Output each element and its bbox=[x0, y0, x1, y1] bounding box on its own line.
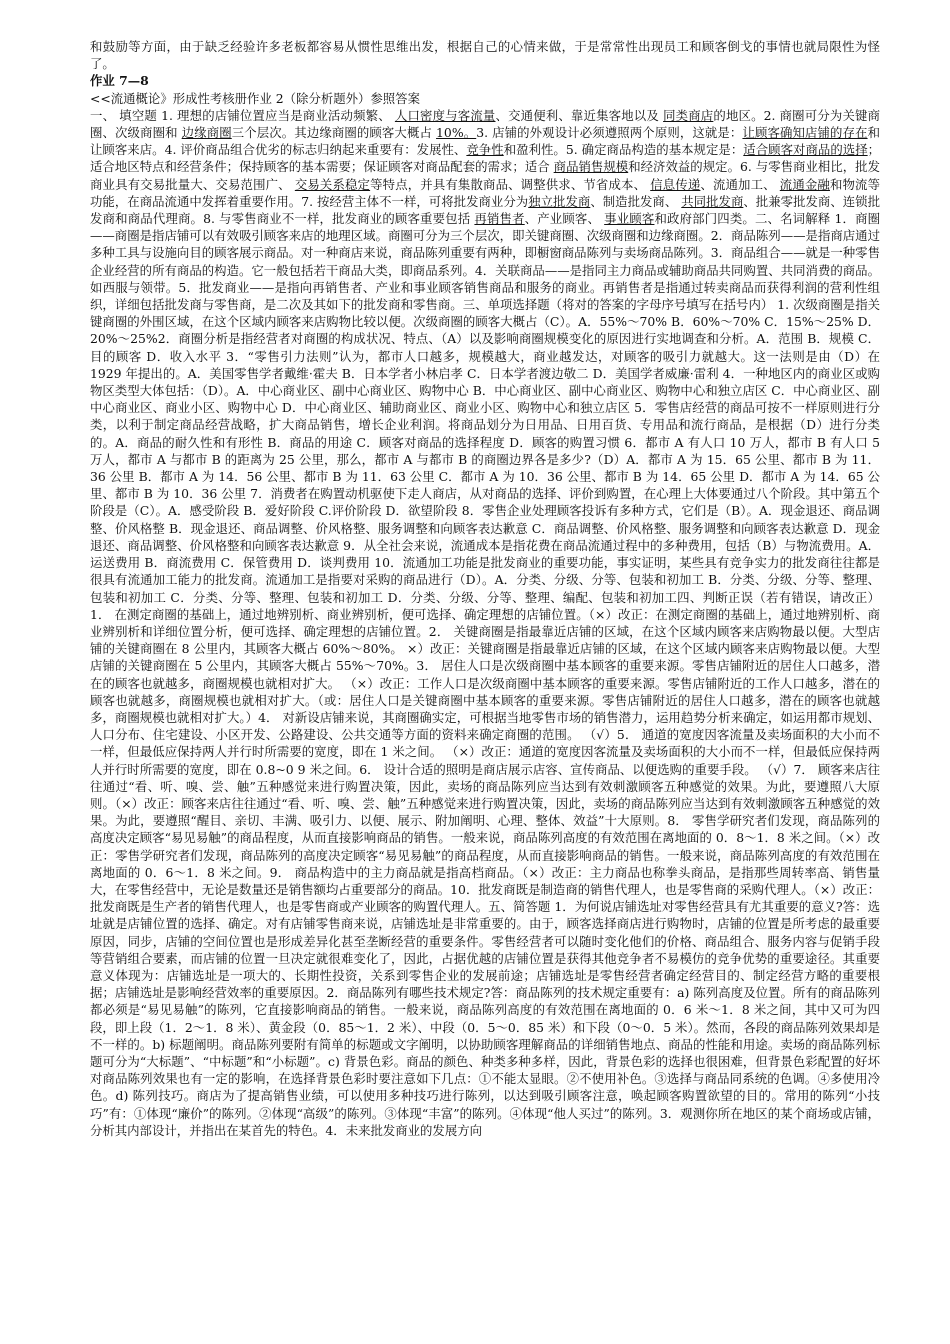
text-run: 等特点，并具有集散商品、调整供求、节省成本、 bbox=[370, 176, 651, 192]
short-answer: 五、简答题 1．为何说店铺选址对零售经营具有尤其重要的意义?答：选址就是店铺位置的选择、确定。对有店铺零售商来说，店铺选址是非常重要的。由于，顾客选择商店进行购物时，店铺的位置是所考虑的最重要原因，同步，店铺的空间位置也是形成差异化甚至垄断经营的重要条件。零售经营者可以随时变化他们的价格、商品组合、服务内容与促销手段等营销组合要素，而店铺的位置一旦决定就很难变化了，因此，占据优越的店铺位置是获得其他竞争者不易模仿的竞争优势的重要途径。其重要意义体现为：店铺选址是一项大的、长期性投资，关系到零售企业的发展前途；店铺选址是零售经营者确定经营目的、制定经营方略的重要根据；店铺选址是影响经营效率的重要原因。2．商品陈列有哪些技术规定?答：商品陈列的技术规定重要有：a) 陈列高度及位置。所有的商品陈列都必须是“易见易触”的陈列，它直接影响商品的销售。一般来说，商品陈列高度的有效范围在离地面的 0．6 米～1．8 米之间，其中又可为四段，即上段（1．2～1．8 米）、黄金段（0．85～1．2 米）、中段（0．5～0．85 米）和下段（0～0．5 米）。然而，各段的商品陈列效果却是不一样的。b) 标题阐明。商品陈列要附有简单的标题或文字阐明，以协助顾客理解商品的详细销售地点、商品的性能和用途。卖场的商品陈列标题可分为“大标题”、“中标题”和“小标题”。c) 背景色彩。商品的颜色、种类多种多样，因此，背景色彩的选择也很困难，但背景色彩配置的好坏对商品陈列效果也有一定的影响，在选择背景色彩时要注意如下几点：①不能太显眼。②不使用补色。③选择与商品同系统的色调。④多使用冷色。d) 陈列技巧。商店为了提高销售业绩，可以使用多种技巧进行陈列，以达到吸引顾客注意，唤起顾客购置欲望的目的。常用的陈列“小技巧”有：①体现“廉价”的陈列。②体现“高级”的陈列。③体现“丰富”的陈列。④体现“他人买过”的陈列。3．观测你所在地区的某个商场或店铺，分析其内部设计，并指出在某首先的特色。4．未来批发商业的发展方向 bbox=[90, 899, 880, 1138]
text-run: 、批兼零批发商、连锁批发商和商品代理商。8. 与零售商业不一样，批发商业的顾客重要包括 bbox=[90, 193, 880, 227]
text-run: ；适合地区特点和经营条件；保持顾客的基本需要；保证顾客对商品配套的需求；适合 bbox=[90, 142, 881, 175]
answer-underlined: 信息传递 bbox=[650, 176, 701, 192]
answer-underlined: 商品销售规模 bbox=[553, 159, 629, 175]
answer-underlined: 适合顾客对商品的选择 bbox=[743, 142, 868, 158]
answer-underlined: 事业顾客 bbox=[604, 211, 655, 227]
text-run: 3. 店铺的外观设计必须遵照两个原则，这就是： bbox=[476, 125, 743, 141]
text-run: 和物流等功能，在商品流通中发挥着重要作用。7. 按经营主体不一样，可将批发商业分为 bbox=[90, 176, 880, 209]
text-run: 和经济效益的规定。6. 与零售商业相比，批发商业具有交易批量大、交易范围广、 bbox=[90, 159, 880, 192]
answer-underlined: 流通金融 bbox=[779, 176, 830, 192]
answer-underlined: 独立批发商 bbox=[528, 193, 591, 209]
answer-underlined: 让顾客确知店铺的存在 bbox=[742, 125, 868, 141]
answer-underlined: 再销售者 bbox=[474, 211, 525, 227]
term-definitions: 二、名词解释 1．商圈——商圈是指店铺可以有效吸引顾客来店的地理区域。商圈可分为三个层次，即关键商圈、次级商圈和边缘商圈。2．商品陈列——是指商店通过多种工具与设施向目的顾客展示商品。对一种商店来说，商品陈列重要有两种，即橱窗商品陈列与卖场商品陈列。3．商品组合——就是一种零售企业经营的所有商品的构造。它一般包括若干商品大类，即商品系列。4．关联商品——是指同主力商品或辅助商品共同购置、共同消费的商品。如西服与领带。5．批发商业——是指向再销售者、产业和事业顾客销售商品和服务的商业。再销售者是指通过转卖商品而获得利润的营利性组织，详细包括批发商与零售商，是二次及其如下的批发商和零售商。 bbox=[90, 211, 881, 313]
text-run: 三个层次。其边缘商圈的顾客大概占 bbox=[231, 125, 437, 141]
intro-paragraph: 和鼓励等方面，由于缺乏经验许多老板都容易从惯性思维出发，根据自己的心情来做，于是常常性出现员工和顾客倒戈的事情也就局限性为怪了。 bbox=[90, 39, 880, 72]
multiple-choice: 三、单项选择题（将对的答案的字母序号填写在括号内） 1. 次级商圈是指关键商圈的外围区域，在这个区域内顾客来店购物比较以便。次级商圈的顾客大概占（C）。A．55%～70% B．60%～70% C．15%～25% D．20%～25%2．商圈分析是指经营者对商圈的构成状况、特点、（A）以及影响商圈规模变化的原因进行实地调查和分析。A．范围 B．规模 C．目的顾客 D．收入水平 3．“零售引力法则”认为，都市人口越多，规模越大，商业越发达，对顾客的吸引力就越大。这一法则是由（D）在 1929 年提出的。A．美国零售学者戴维·霍夫 B．日本学者小林启孝 C．日本学者渡边敬二 D．美国学者威廉·雷利 4．一种地区内的商业区或购物区类型大体包括：（D）。A．中心商业区、副中心商业区、购物中心 B．中心商业区、副中心商业区、购物中心和独立店区 C．中心商业区、副中心商业区、商业小区、购物中心 D．中心商业区、辅助商业区、商业小区、购物中心和独立店区 5．零售店经营的商品可按不一样原则进行分类，以利于制定商品经营战略，扩大商品销售，增长企业利润。将商品划分为日用品、日用百货、专用品和流行商品，是根据（D）进行分类的。A．商品的耐久性和有形性 B．商品的用途 C．顾客对商品的选择程度 D．顾客的购置习惯 6．都市 A 有人口 10 万人，都市 B 有人口 5 万人，都市 A 与都市 B 的距离为 25 公里，那么，都市 A 与都市 B 的商圈边界各是多少?（D）A．都市 A 为 15．65 公里、都市 B 为 11．36 公里 B．都市 A 为 14．56 公里、都市 B 为 11．63 公里 C．都市 A 为 10．36 公里、都市 B 为 14．65 公里 D．都市 A 为 14．65 公里、都市 B 为 10．36 公里 7．消费者在购置动机驱使下走人商店，从对商品的选择、评价到购置，在心理上大体要通过八个阶段。其中第五个阶段是（C）。A．感受阶段 B．爱好阶段 C.评价阶段 D．欲望阶段 8．零售企业处理顾客投诉有多种方式，它们是（B）。A．现金退还、商品调整、价风格整 B．现金退还、商品调整、价风格整、服务调整和向顾客表达歉意 C．商品调整、价风格整、服务调整和向顾客表达歉意 D．现金退还、商品调整、价风格整和向顾客表达歉意 9．从全社会来说，流通成本是指花费在商品流通过程中的多种费用，包括（B）与物流费用。A．运送费用 B．商流费用 C．保管费用 D．谈判费用 10．流通加工功能是批发商业的重要功能，事实证明，某些具有竞争实力的批发商往往都是很具有流通加工能力的批发商。流通加工是指要对采购的商品进行（D）。A．分类、分级、分等、包装和初加工 B．分类、分级、分等、整理、包装和初加工 C．分类、分等、整理、包装和初加工 D．分类、分级、分等、整理、编配、包装和初加工 bbox=[90, 297, 881, 605]
answer-underlined: 共同批发商 bbox=[681, 193, 744, 209]
text-run: 和政府部门四类。 bbox=[654, 211, 755, 227]
text-run: 、流通加工、 bbox=[700, 176, 780, 192]
answer-underlined: 竞争性 bbox=[466, 142, 504, 158]
answer-underlined: 同类商店 bbox=[663, 107, 714, 123]
text-run: 、交通便利、靠近集客地以及 bbox=[495, 107, 664, 123]
answer-subtitle: <<流通概论》形成性考核册作业 2（除分析题外）参照答案 bbox=[90, 90, 420, 106]
fill-in-section bbox=[90, 107, 880, 1139]
answer-underlined: 交易关系稳定 bbox=[294, 176, 371, 192]
answer-underlined: 10%。 bbox=[436, 125, 477, 141]
answer-underlined: 人口密度与客流量 bbox=[394, 107, 496, 123]
text-run: 、产业顾客、 bbox=[524, 211, 605, 227]
text-run: 一、 填空题 1. 理想的店铺位置应当是商业活动频繁、 bbox=[90, 107, 395, 123]
text-run: 和让顾客来店。4. 评价商品组合优劣的标志归纳起来重要有：发展性、 bbox=[90, 125, 880, 158]
text-run: 和盈利性。5. 确定商品构造的基本规定是： bbox=[503, 142, 744, 158]
assignment-heading: 作业 7—8 bbox=[90, 73, 149, 89]
text-run: 、制造批发商、 bbox=[590, 193, 682, 209]
text-run: 的地区。2. 商圈可分为关键商圈、次级商圈和 bbox=[90, 107, 881, 141]
true-false: 四、判断正误（若有错误，请改正）1． 在测定商圈的基础上，通过地辨别析、商业辨别析，便可选择、确定理想的店铺位置。（×）改正：在测定商圈的基础上，通过地辨别析、商业辨别析和详细位置分析，便可选择、确定理想的店铺位置。2． 关键商圈是指最靠近店铺的区域，在这个区域内顾客来店购物最以便。大型店铺的关键商圈在 8 公里内，其顾客大概占 60%～80%。 ×）改正：关键商圈是指最靠近店铺的区域，在这个区域内顾客来店购物最以便。大型店铺的关键商圈在 5 公里内，其顾客大概占 55%～70%。3． 居住人口是次级商圈中基本顾客的重要来源。零售店铺附近的居住人口越多，潜在的顾客也就越多，商圈规模也就相对扩大。 （×）改正：工作人口是次级商圈中基本顾客的重要来源。零售店铺附近的工作人口越多，潜在的顾客也就越多，商圈规模也就相对扩大。（或：居住人口是关键商圈中基本顾客的重要来源。零售店铺附近的居住人口越多，潜在的顾客也就越多，商圈规模也就相对扩大。）4． 对新设店铺来说，其商圈确实定，可根据当地零售市场的销售潜力，运用趋势分析来确定，如运用都市规划、人口分布、住宅建设、小区开发、公路建设、公共交通等方面的资料来确定商圈的范围。 （√）5． 通道的宽度因客流量及卖场面积的大小而不一样，但最低应保持两人并行时所需要的宽度，即在 1 米之间。 （×）改正：通道的宽度因客流量及卖场面积的大小而不一样，但最低应保持两人并行时所需要的宽度，即在 0.8~0 9 米之间。6． 设计合适的照明是商店展示店容、宣传商品、以便选购的重要手段。 （√）7． 顾客来店往往通过“看、听、嗅、尝、触”五种感觉来进行购置决策，因此，卖场的商品陈列应当达到有效刺激顾客五种感觉的效果。为此，要遵照八大原则。（×）改正：顾客来店往往通过“看、听、嗅、尝、触”五种感觉来进行购置决策，因此，卖场的商品陈列应当达到有效刺激顾客五种感觉的效果。为此，要遵照“醒目、亲切、丰满、吸引力、以便、展示、附加阐明、心理、整体、效益”十大原则。8． 零售学研究者们发现，商品陈列的高度决定顾客“易见易触”的商品程度，从而直接影响商品的销售。一般来说，商品陈列高度的有效范围在离地面的 0．8～1．8 米之间。（×）改正：零售学研究者们发现，商品陈列的高度决定顾客“易见易触”的商品程度，从而直接影响商品的销售。一般来说，商品陈列高度的有效范围在离地面的 0．6～1．8 米之间。9． 商品构造中的主力商品就是指高档商品。（×）改正：主力商品也称拳头商品，是指那些周转率高、销售量大，在零售经营中，无论是数量还是销售额均占重要部分的商品。10．批发商既是制造商的销售代理人，也是零售商的采购代理人。（×）改正：批发商既是生产者的销售代理人，也是零售商或产业顾客的购置代理人。 bbox=[90, 589, 881, 915]
answer-underlined: 边缘商圈 bbox=[181, 125, 232, 141]
